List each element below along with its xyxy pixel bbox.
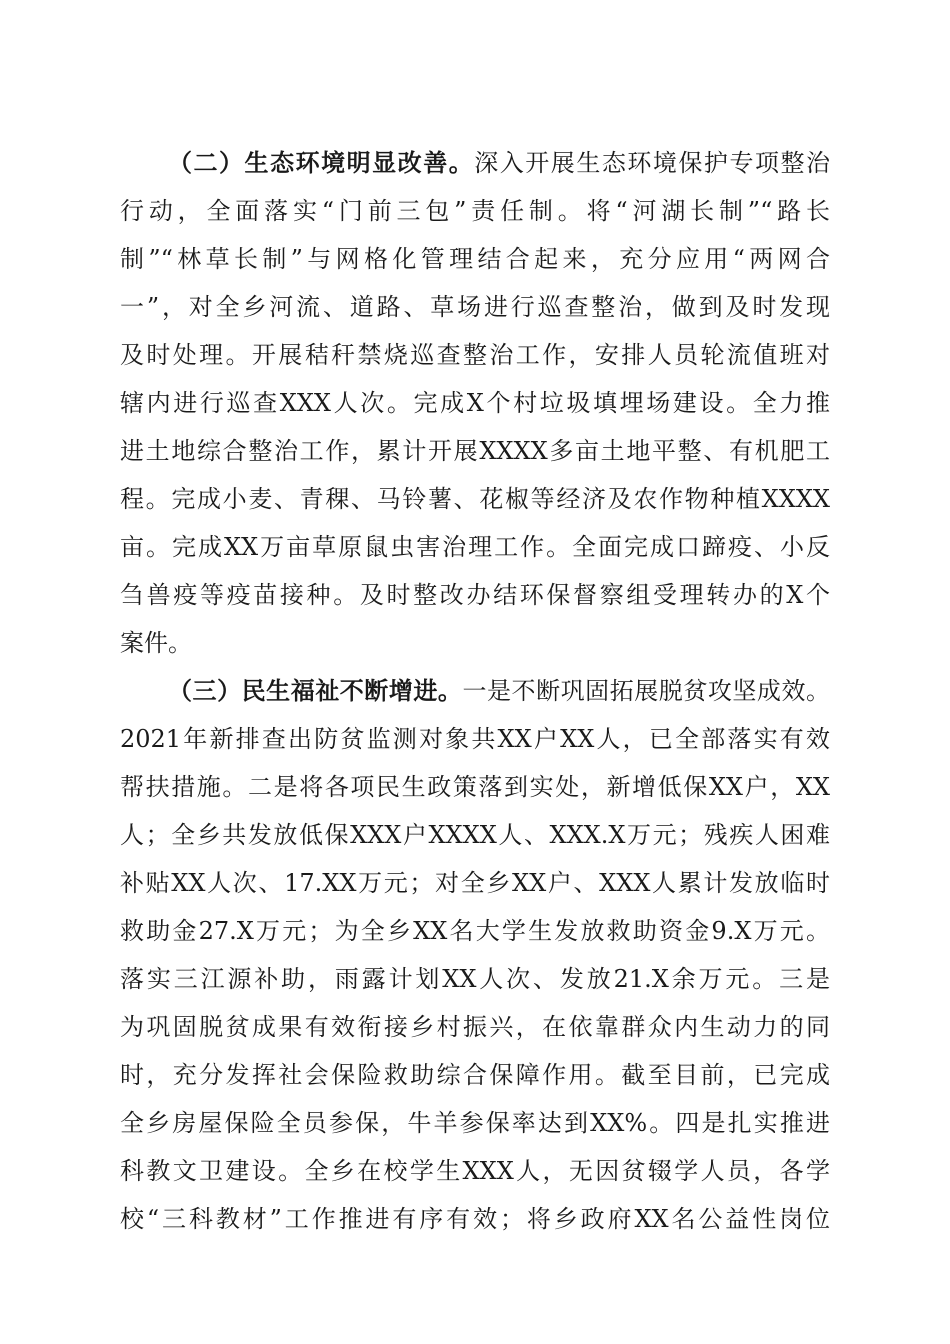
- section-2-heading: （二）生态环境明显改善。: [168, 148, 475, 177]
- section-3-line-1: 2021年新排查出防贫监测对象共XX户XX人，已全部落实有效: [120, 725, 830, 753]
- section-3-line-3: 人；全乡共发放低保XXX户XXXX人、XXX.X万元；残疾人困难: [120, 821, 830, 849]
- section-2-line-0: 深入开展生态环境保护专项整治: [474, 149, 830, 177]
- section-3-line-4: 补贴XX人次、17.XX万元；对全乡XX户、XXX人累计发放临时: [120, 869, 830, 897]
- section-2-line-8: 亩。完成XX万亩草原鼠虫害治理工作。全面完成口蹄疫、小反: [120, 533, 830, 561]
- section-3-line-5: 救助金27.X万元；为全乡XX名大学生发放救助资金9.X万元。: [120, 917, 830, 945]
- section-2-line-10: 案件。: [120, 629, 192, 657]
- section-2-line-9: 刍兽疫等疫苗接种。及时整改办结环保督察组受理转办的X个: [120, 581, 830, 609]
- section-2-line-6: 进土地综合整治工作，累计开展XXXX多亩土地平整、有机肥工: [120, 437, 830, 465]
- section-2-line-3: 一”，对全乡河流、道路、草场进行巡查整治，做到及时发现: [120, 293, 830, 321]
- section-2-line-5: 辖内进行巡查XXX人次。完成X个村垃圾填埋场建设。全力推: [120, 389, 830, 417]
- section-2-line-2: 制”“林草长制”与网格化管理结合起来，充分应用“两网合: [120, 245, 830, 273]
- section-3-line-0: 一是不断巩固拓展脱贫攻坚成效。: [462, 677, 830, 705]
- section-3-line-2: 帮扶措施。二是将各项民生政策落到实处，新增低保XX户，XX: [120, 773, 830, 801]
- section-2-line-1: 行动，全面落实“门前三包”责任制。将“河湖长制”“路长: [120, 197, 830, 225]
- section-2-line-7: 程。完成小麦、青稞、马铃薯、花椒等经济及农作物种植XXXX: [120, 485, 830, 513]
- section-3-line-7: 为巩固脱贫成果有效衔接乡村振兴，在依靠群众内生动力的同: [120, 1013, 830, 1041]
- section-2-first-line: [168, 145, 830, 181]
- section-3-line-10: 科教文卫建设。全乡在校学生XXX人，无因贫辍学人员，各学: [120, 1157, 830, 1185]
- section-3-line-11: 校“三科教材”工作推进有序有效；将乡政府XX名公益性岗位: [120, 1205, 830, 1233]
- section-3-heading: （三）民生福祉不断增进。: [168, 676, 463, 705]
- section-3-line-9: 全乡房屋保险全员参保，牛羊参保率达到XX%。四是扎实推进: [120, 1109, 830, 1137]
- section-2-line-4: 及时处理。开展秸秆禁烧巡查整治工作，安排人员轮流值班对: [120, 341, 830, 369]
- section-3-first-line: [168, 673, 830, 709]
- section-3-line-6: 落实三江源补助，雨露计划XX人次、发放21.X余万元。三是: [120, 965, 830, 993]
- section-3-line-8: 时，充分发挥社会保险救助综合保障作用。截至目前，已完成: [120, 1061, 830, 1089]
